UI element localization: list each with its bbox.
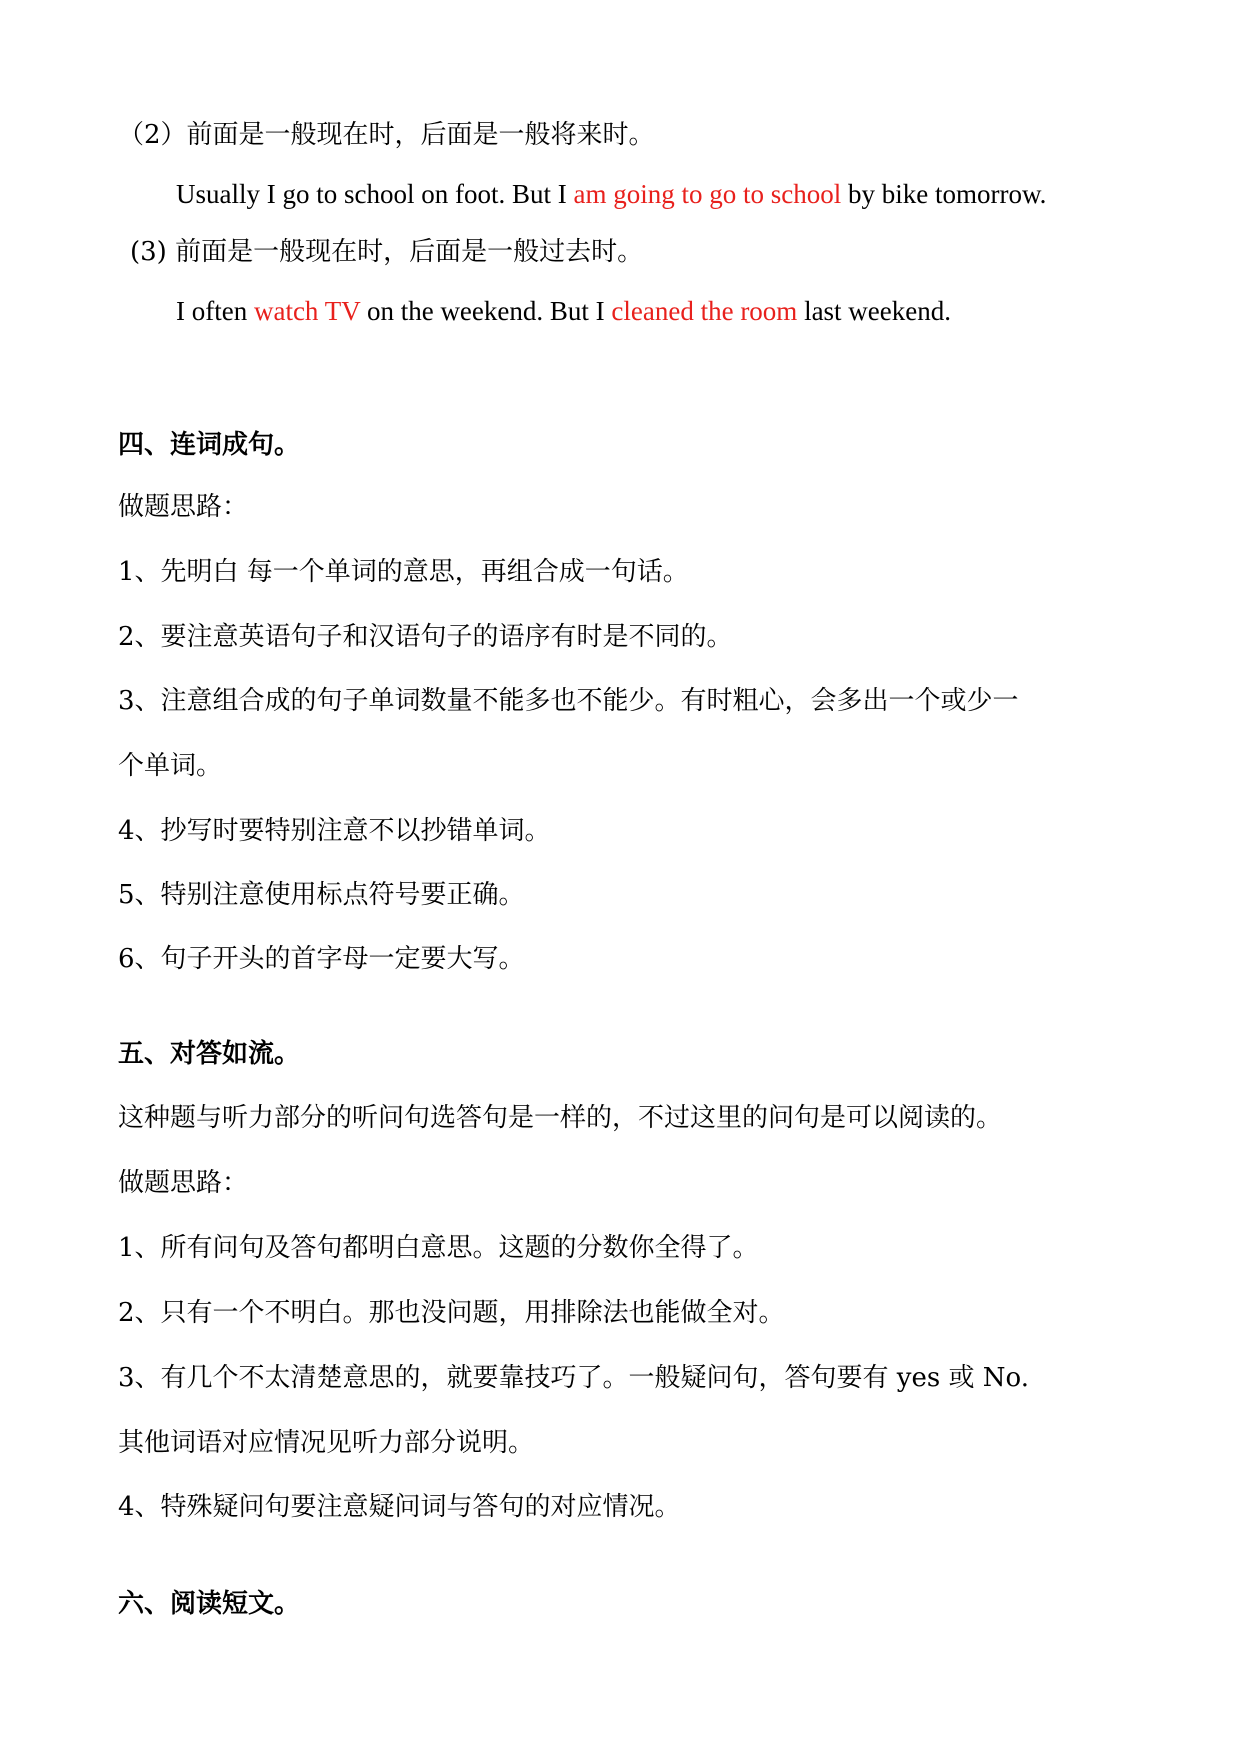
section5-item: 其他词语对应情况见听力部分说明。 xyxy=(118,1428,535,1458)
section4-item: 1、先明白 每一个单词的意思，再组合成一句话。 xyxy=(118,557,689,587)
section4-item: 个单词。 xyxy=(118,751,223,781)
case2-example xyxy=(176,177,1046,211)
case3-example-highlight1: watch TV xyxy=(253,296,361,326)
section4-title: 四、连词成句。 xyxy=(118,430,301,460)
case2-heading: （2）前面是一般现在时，后面是一般将来时。 xyxy=(118,120,655,150)
section5-item: 1、所有问句及答句都明白意思。这题的分数你全得了。 xyxy=(118,1233,759,1263)
case2-example-pre: Usually I go to school on foot. But I xyxy=(176,179,574,209)
section4-item: 3、注意组合成的句子单词数量不能多也不能少。有时粗心，会多出一个或少一 xyxy=(118,686,1019,716)
section4-tips-label: 做题思路： xyxy=(118,492,249,522)
section5-title: 五、对答如流。 xyxy=(118,1039,301,1069)
section4-item: 2、要注意英语句子和汉语句子的语序有时是不同的。 xyxy=(118,622,733,652)
section6-title: 六、阅读短文。 xyxy=(118,1589,301,1619)
case3-example-highlight2: cleaned the room xyxy=(611,296,798,326)
section4-item: 4、抄写时要特别注意不以抄错单词。 xyxy=(118,816,551,846)
case2-example-highlight: am going to go to school xyxy=(573,179,842,209)
case3-example xyxy=(176,294,951,328)
section5-item: 3、有几个不太清楚意思的，就要靠技巧了。一般疑问句，答句要有 yes 或 No. xyxy=(118,1363,1029,1393)
case3-example-mid: on the weekend. But I xyxy=(360,296,612,326)
case2-example-post: by bike tomorrow. xyxy=(841,179,1047,209)
section5-item: 2、只有一个不明白。那也没问题，用排除法也能做全对。 xyxy=(118,1298,785,1328)
section5-intro: 这种题与听力部分的听问句选答句是一样的，不过这里的问句是可以阅读的。 xyxy=(118,1103,1003,1133)
section5-item: 4、特殊疑问句要注意疑问词与答句的对应情况。 xyxy=(118,1492,681,1522)
case3-example-pre: I often xyxy=(176,296,254,326)
case3-heading: (3) 前面是一般现在时，后面是一般过去时。 xyxy=(130,237,644,267)
section4-item: 6、句子开头的首字母一定要大写。 xyxy=(118,944,525,974)
section4-item: 5、特别注意使用标点符号要正确。 xyxy=(118,880,525,910)
case3-example-post: last weekend. xyxy=(797,296,952,326)
section5-tips-label: 做题思路： xyxy=(118,1168,249,1198)
